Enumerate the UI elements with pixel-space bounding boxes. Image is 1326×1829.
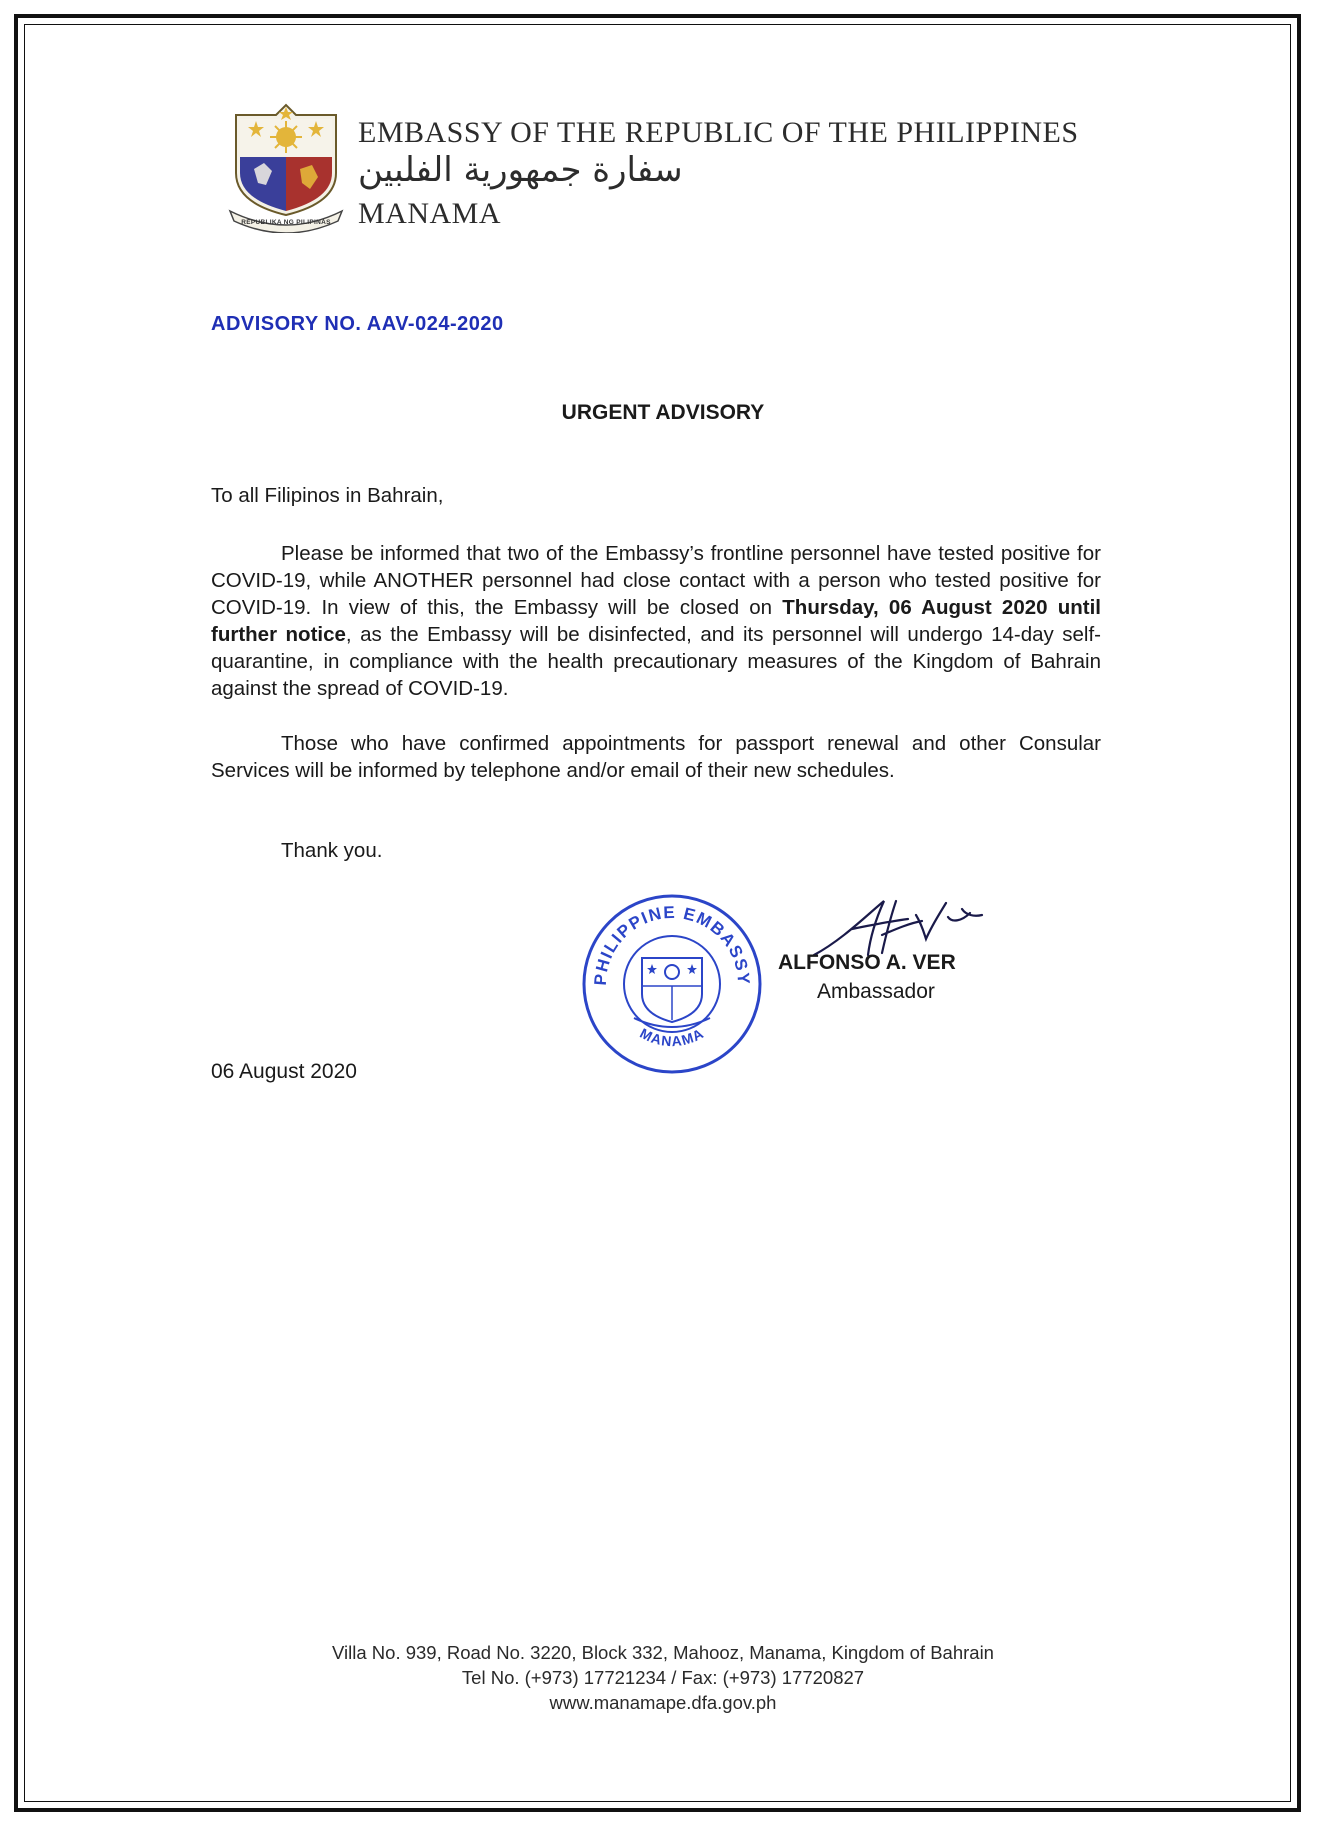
footer-phone: Tel No. (+973) 17721234 / Fax: (+973) 17720827 (461, 1667, 865, 1688)
letterhead-title-arabic: سفارة جمهورية الفلبين (358, 150, 683, 190)
paragraph-1-bold: Thursday, 06 August 2020 until further notice (211, 596, 1101, 646)
letterhead-title: EMBASSY OF THE REPUBLIC OF THE PHILIPPINES (358, 116, 1079, 149)
embassy-seal-stamp (578, 890, 766, 1078)
paragraph-2: Those who have confirmed appointments for passport renewal and other Consular Services will be informed by telephone and/or email of their new schedules. (211, 732, 1101, 782)
paragraph-1-text: Please be informed that two of the Embassy’s frontline personnel have tested positive for COVID-19, while ANOTHER personnel had close contact with a person who tested positive for COVID-19. In view of this, the Embassy will be closed on (211, 542, 1101, 619)
closing: Thank you. (281, 839, 383, 862)
philippine-coat-of-arms-icon (226, 103, 346, 233)
advisory-number: ADVISORY NO. AAV-024-2020 (211, 313, 504, 335)
paragraph-1-text-end: , as the Embassy will be disinfected, and its personnel will undergo 14-day self-quarantine, in compliance with the health precautionary measures of the Kingdom of Bahrain against the spread of COVID-19. (211, 623, 1102, 700)
salutation: To all Filipinos in Bahrain, (211, 484, 444, 507)
footer-address: Villa No. 939, Road No. 3220, Block 332, Mahooz, Manama, Kingdom of Bahrain (332, 1642, 994, 1663)
document-date: 06 August 2020 (211, 1060, 357, 1083)
letterhead-city: MANAMA (358, 197, 502, 230)
footer (0, 1640, 1326, 1715)
signatory-title: Ambassador (817, 980, 935, 1003)
crest-scroll-text: REPUBLIKA NG PILIPINAS (241, 219, 331, 226)
signatory-name: ALFONSO A. VER (778, 951, 956, 974)
seal-top-text: PHILIPPINE EMBASSY (590, 902, 754, 987)
document-title: URGENT ADVISORY (561, 401, 765, 424)
seal-bottom-text: MANAMA (637, 1024, 707, 1050)
paragraph-1 (211, 540, 1101, 702)
seal-crest-icon (634, 958, 710, 1027)
footer-website[interactable]: www.manamape.dfa.gov.ph (549, 1692, 777, 1713)
